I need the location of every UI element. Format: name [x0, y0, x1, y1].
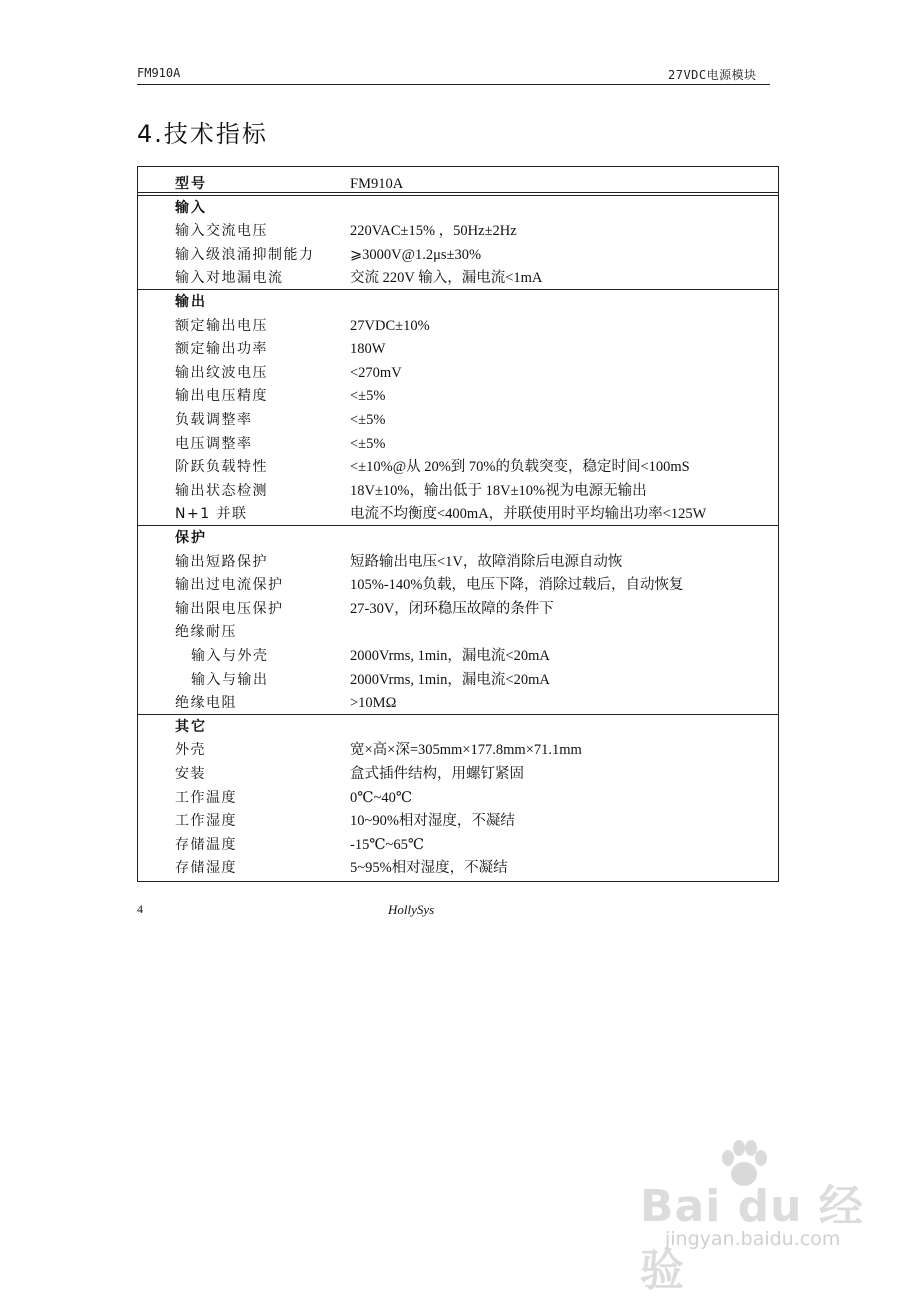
row-value: 0℃~40℃ — [350, 789, 413, 806]
table-row — [138, 597, 778, 621]
row-value: ⩾3000V@1.2μs±30% — [350, 246, 482, 263]
row-label: 绝缘电阻 — [175, 695, 237, 712]
table-row — [138, 833, 778, 857]
row-label: 输出 — [175, 294, 207, 310]
row-value: 18V±10%，输出低于 18V±10%视为电源无输出 — [350, 482, 647, 499]
row-value: <±5% — [350, 435, 386, 452]
table-row — [138, 809, 778, 833]
row-value: 电流不均衡度<400mA，并联使用时平均输出功率<125W — [350, 506, 707, 523]
table-row — [138, 738, 778, 762]
row-value: <±10%@从 20%到 70%的负载突变，稳定时间<100mS — [350, 459, 690, 476]
row-label: 额定输出电压 — [175, 317, 268, 334]
row-value: 105%-140%负载，电压下降，消除过载后，自动恢复 — [350, 577, 684, 594]
table-section-header — [138, 290, 778, 314]
row-value: 2000Vrms, 1min，漏电流<20mA — [350, 648, 550, 664]
table-row — [138, 432, 778, 456]
row-label: 输出过电流保护 — [175, 577, 284, 594]
header-doc-title: 27VDC电源模块 — [668, 68, 757, 82]
row-value: 180W — [350, 341, 386, 358]
table-row — [138, 502, 778, 526]
table-row — [138, 266, 778, 290]
spec-table — [137, 166, 779, 882]
row-label: 输入与输出 — [191, 671, 269, 688]
row-value: <270mV — [350, 364, 402, 381]
row-value: 2000Vrms, 1min，漏电流<20mA — [350, 671, 550, 688]
table-row — [138, 314, 778, 338]
row-value: >10MΩ — [350, 695, 397, 712]
row-label: 阶跃负载特性 — [175, 459, 268, 476]
table-row — [138, 455, 778, 479]
table-row — [138, 408, 778, 432]
row-value: 5~95%相对湿度，不凝结 — [350, 860, 508, 877]
table-row — [138, 691, 778, 715]
row-label: 工作温度 — [175, 789, 237, 806]
table-row — [138, 762, 778, 786]
row-value: FM910A — [350, 176, 404, 192]
header-divider — [137, 84, 770, 85]
table-row — [138, 644, 778, 668]
row-label: 输出短路保护 — [175, 553, 268, 570]
row-label: 输出电压精度 — [175, 388, 268, 405]
row-label: 输入级浪涌抑制能力 — [175, 246, 315, 263]
table-row — [138, 219, 778, 243]
row-label: 外壳 — [175, 742, 206, 759]
row-label: 其它 — [175, 718, 207, 735]
row-label: 输入与外壳 — [191, 648, 269, 664]
watermark-url: jingyan.baidu.com — [665, 1228, 841, 1250]
row-value: 27VDC±10% — [350, 317, 430, 334]
row-value: 27-30V，闭环稳压故障的条件下 — [350, 600, 554, 617]
table-row — [138, 361, 778, 385]
row-value: 短路输出电压<1V，故障消除后电源自动恢 — [350, 553, 623, 570]
row-value: -15℃~65℃ — [350, 836, 425, 853]
table-row — [138, 243, 778, 267]
row-value: 10~90%相对湿度，不凝结 — [350, 813, 515, 830]
table-row — [138, 337, 778, 361]
row-label: 型号 — [175, 176, 207, 192]
table-row — [138, 573, 778, 597]
row-label: 输入对地漏电流 — [175, 270, 284, 287]
row-label: 输出状态检测 — [175, 482, 268, 499]
table-row — [138, 479, 778, 503]
row-label: 额定输出功率 — [175, 341, 268, 358]
row-value: <±5% — [350, 388, 386, 405]
table-section-header — [138, 196, 778, 220]
row-label: 输入 — [175, 199, 207, 216]
table-row — [138, 550, 778, 574]
table-row — [138, 856, 778, 880]
row-label: 输入交流电压 — [175, 223, 268, 240]
row-label: 工作湿度 — [175, 813, 237, 830]
row-label: 存储湿度 — [175, 860, 237, 877]
table-row — [138, 668, 778, 692]
header-model: FM910A — [137, 66, 181, 80]
row-label: 输出限电压保护 — [175, 600, 284, 617]
row-value: 盒式插件结构，用螺钉紧固 — [350, 766, 524, 782]
table-row — [138, 384, 778, 408]
row-label: 保护 — [175, 530, 207, 546]
row-label: 电压调整率 — [175, 435, 253, 452]
watermark-text: Bai du 经验 — [640, 1181, 864, 1296]
model-divider — [138, 192, 778, 193]
row-label: 安装 — [175, 766, 206, 782]
table-row — [138, 620, 778, 644]
page-number: 4 — [137, 902, 143, 916]
row-value: <±5% — [350, 412, 386, 428]
row-label: 存储温度 — [175, 836, 237, 853]
section-title: 4.技术指标 — [137, 120, 268, 148]
table-section-header — [138, 715, 778, 739]
row-label: N+1 并联 — [175, 506, 248, 523]
row-label: 绝缘耐压 — [175, 624, 237, 641]
row-value: 宽×高×深=305mm×177.8mm×71.1mm — [350, 742, 582, 759]
row-label: 负载调整率 — [175, 412, 253, 428]
watermark — [640, 1140, 880, 1296]
table-section-header — [138, 526, 778, 550]
row-value: 220VAC±15% ，50Hz±2Hz — [350, 223, 517, 240]
footer-brand: HollySys — [388, 902, 435, 917]
table-row — [138, 786, 778, 810]
row-value: 交流 220V 输入，漏电流<1mA — [350, 270, 543, 287]
row-label: 输出纹波电压 — [175, 364, 268, 381]
